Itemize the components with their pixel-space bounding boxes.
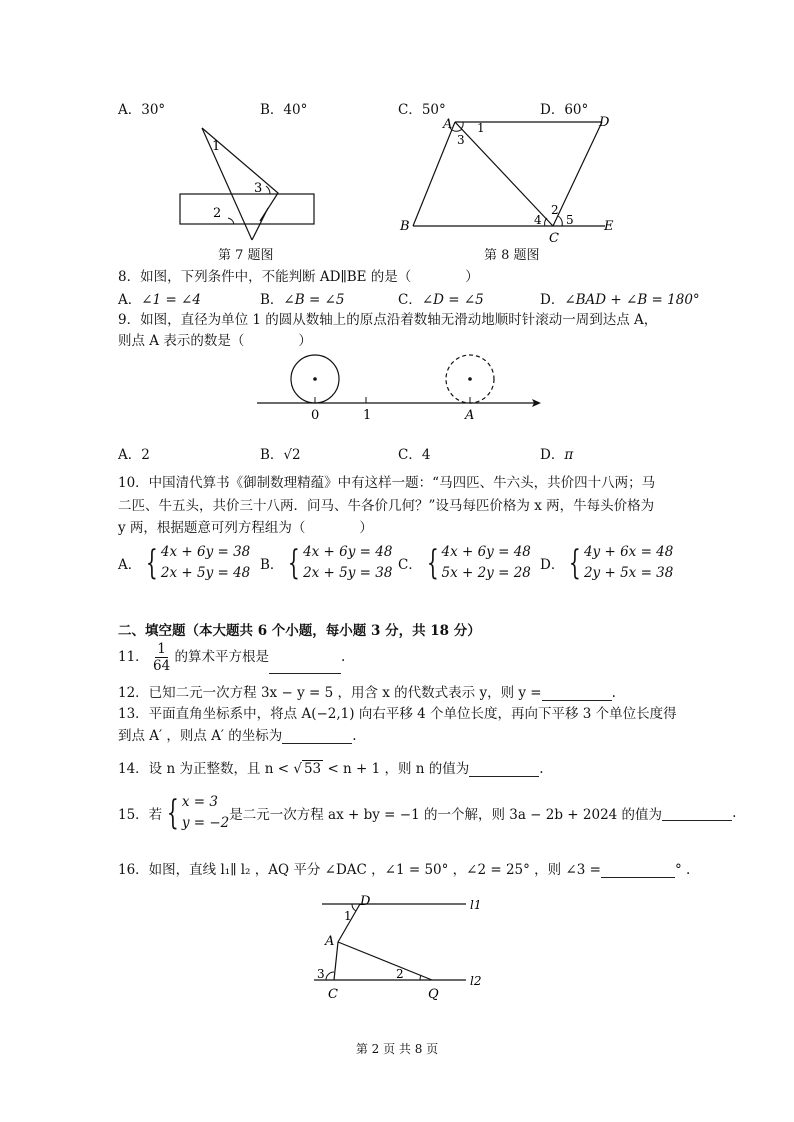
section-2-title: 二、填空题（本大题共 6 个小题，每小题 3 分，共 18 分） <box>118 623 481 639</box>
q10-option-d: D． { 4y + 6x = 48 2y + 5x = 38 <box>540 543 674 583</box>
fig16-point-q: Q <box>428 987 439 1002</box>
q13-line1: 13．平面直角坐标系中，将点 A(−2,1) 向右平移 4 个单位长度，再向下平移 3 个单位长度得 <box>118 706 677 722</box>
fig8-angle-3: 3 <box>457 133 465 147</box>
fig16-line-l2: l2 <box>470 974 482 988</box>
q9-line1: 9．如图，直径为单位 1 的圆从数轴上的原点沿着数轴无滑动地顺时针滚动一周到达点 A， <box>118 312 658 328</box>
q8-option-b: B．∠B = ∠5 <box>260 292 345 308</box>
fig16-angle-3: 3 <box>317 967 325 981</box>
fig8-angle-1: 1 <box>477 121 485 135</box>
point-d: D <box>599 115 610 130</box>
q11: 11． $\frac{1}{64}$ 的算术平方根是 . <box>118 641 346 674</box>
page-footer: 第 2 页 共 8 页 <box>355 1042 439 1056</box>
q10-line2: 二匹、牛五头，共价三十八两．问马、牛各价几何？”设马每匹价格为 x 两，牛每头价格为 <box>118 498 655 514</box>
fig16-point-a: A <box>325 934 335 949</box>
q15: 15．若 { x = 3 y = −2 是二元一次方程 ax + by = −1 的一个解，则 3a − 2b + 2024 的值为 . <box>118 793 737 833</box>
fig16-point-c: C <box>328 987 338 1002</box>
option-a: A．30° <box>118 102 166 118</box>
q12: 12．已知二元一次方程 3x − y = 5 ，用含 x 的代数式表示 y，则 y = . <box>118 685 616 701</box>
figure-16 <box>308 892 498 1010</box>
figure-7 <box>170 120 330 245</box>
q11-answer-blank[interactable] <box>269 659 341 674</box>
point-c: C <box>549 231 559 245</box>
q9-option-b: B．√2 <box>260 447 301 463</box>
fig7-label-1: 1 <box>212 139 221 154</box>
point-e: E <box>604 219 614 234</box>
point-b: B <box>400 219 410 234</box>
q14: 14．设 n 为正整数，且 n < √ 53 < n + 1 ，则 n 的值为 . <box>118 761 544 777</box>
fig16-line-l1: l1 <box>470 898 482 912</box>
tick-1: 1 <box>363 408 372 423</box>
fig7-label-3: 3 <box>254 181 263 196</box>
number-line-figure <box>255 352 545 430</box>
q10-line3: y 两，根据题意可列方程组为（ ） <box>118 520 373 536</box>
q8-option-c: C．∠D = ∠5 <box>398 292 484 308</box>
fig7-caption: 第 7 题图 <box>218 248 274 263</box>
option-d: D．60° <box>540 102 589 118</box>
fig16-angle-2: 2 <box>396 967 404 981</box>
q12-answer-blank[interactable] <box>542 686 612 701</box>
q9-option-a: A．2 <box>118 447 150 463</box>
q8-option-a: A．∠1 = ∠4 <box>118 292 201 308</box>
q10-option-b: B． { 4x + 6y = 48 2x + 5y = 38 <box>260 543 393 583</box>
q9-option-d: D．π <box>540 447 574 463</box>
q16-answer-blank[interactable] <box>601 863 675 878</box>
q10-option-a: A． { 4x + 6y = 38 2x + 5y = 48 <box>118 543 251 583</box>
q9-option-c: C．4 <box>398 447 431 463</box>
fig8-angle-4: 4 <box>534 213 542 227</box>
fig8-angle-5: 5 <box>566 213 574 227</box>
q10-line1: 10．中国清代算书《御制数理精蕴》中有这样一题：“马四匹、牛六头，共价四十八两；马 <box>118 475 656 491</box>
q13-answer-blank[interactable] <box>282 729 352 744</box>
option-c: C．50° <box>398 102 446 118</box>
fig7-label-2: 2 <box>213 206 222 221</box>
q10-option-c: C． { 4x + 6y = 48 5x + 2y = 28 <box>398 543 531 583</box>
q16: 16．如图，直线 l₁∥ l₂ ，AQ 平分 ∠DAC ，∠1 = 50° ，∠2 = 25° ，则 ∠3 = ° . <box>118 862 691 878</box>
fig16-point-d: D <box>360 894 371 909</box>
fig16-angle-1: 1 <box>344 909 352 923</box>
fig8-angle-2: 2 <box>551 203 559 217</box>
q9-line2: 则点 A 表示的数是（ ） <box>118 333 312 349</box>
tick-a: A <box>465 408 475 423</box>
tick-0: 0 <box>311 408 320 423</box>
figure-8 <box>395 112 630 245</box>
q8-option-d: D．∠BAD + ∠B = 180° <box>540 292 700 308</box>
q13-line2: 到点 A′ ，则点 A′ 的坐标为 . <box>118 728 357 744</box>
option-b: B．40° <box>260 102 308 118</box>
q8-text: 8．如图，下列条件中，不能判断 AD∥BE 的是（ ） <box>118 269 479 285</box>
fig8-caption: 第 8 题图 <box>484 248 540 263</box>
point-a: A <box>443 117 453 132</box>
q15-answer-blank[interactable] <box>662 806 732 821</box>
q14-answer-blank[interactable] <box>469 762 539 777</box>
